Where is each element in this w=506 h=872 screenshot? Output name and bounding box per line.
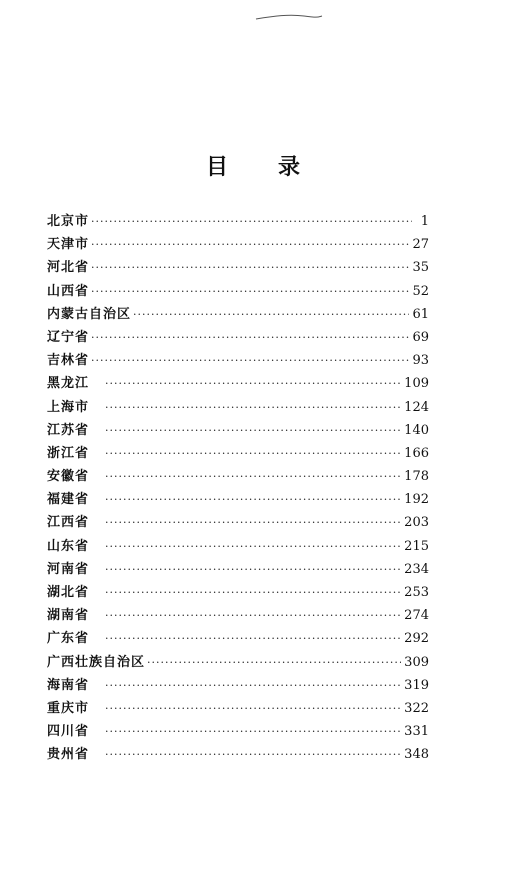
toc-dot-leader xyxy=(105,702,401,715)
toc-entry-label: 天津市 xyxy=(47,237,90,253)
toc-entry-label: 北京市 xyxy=(47,214,90,229)
toc-entry-page-number: 140 xyxy=(404,422,429,438)
toc-dot-leader xyxy=(105,377,401,390)
toc-entry-label: 安徽省 xyxy=(47,469,90,485)
scan-artifact-mark xyxy=(254,12,324,22)
toc-entry[interactable] xyxy=(47,558,429,581)
toc-entry[interactable] xyxy=(47,280,429,303)
toc-entry-label: 吉林省 xyxy=(47,353,90,369)
toc-entry-page-number: 348 xyxy=(404,747,429,763)
toc-entry-label: 江苏省 xyxy=(47,422,90,438)
toc-entry-page-number: 93 xyxy=(412,353,429,369)
toc-entry[interactable] xyxy=(47,256,429,279)
toc-entry-label: 广东省 xyxy=(47,631,90,647)
toc-entry-page-number: 234 xyxy=(404,561,429,577)
toc-dot-leader xyxy=(105,540,401,553)
toc-entry[interactable] xyxy=(47,604,429,627)
toc-entry[interactable] xyxy=(47,627,429,650)
toc-dot-leader xyxy=(105,470,401,483)
toc-dot-leader xyxy=(105,748,401,761)
toc-entry-label: 四川省 xyxy=(47,724,90,740)
toc-entry-label: 湖北省 xyxy=(47,585,90,600)
toc-dot-leader xyxy=(91,285,409,298)
toc-dot-leader xyxy=(105,632,401,645)
toc-entry-page-number: 166 xyxy=(404,445,429,461)
toc-entry[interactable] xyxy=(47,326,429,349)
toc-entry[interactable] xyxy=(47,743,429,766)
toc-dot-leader xyxy=(91,215,412,228)
toc-dot-leader xyxy=(147,656,401,669)
toc-entry-page-number: 1 xyxy=(420,214,429,229)
title-char-1: 目 xyxy=(205,155,228,180)
toc-entry-page-number: 178 xyxy=(404,469,429,485)
toc-entry-label: 重庆市 xyxy=(47,700,90,716)
toc-entry-label: 上海市 xyxy=(47,399,90,415)
toc-entry[interactable] xyxy=(47,419,429,442)
toc-entry-page-number: 35 xyxy=(412,260,429,276)
toc-entry-page-number: 61 xyxy=(412,306,429,322)
toc-entry-label: 福建省 xyxy=(47,492,90,508)
toc-dot-leader xyxy=(105,401,401,414)
toc-dot-leader xyxy=(133,308,409,321)
title-char-2: 录 xyxy=(278,155,301,180)
toc-entry[interactable] xyxy=(47,396,429,419)
toc-entry-page-number: 253 xyxy=(404,585,429,600)
toc-entry[interactable] xyxy=(47,720,429,743)
toc-entry[interactable] xyxy=(47,349,429,372)
toc-entry[interactable] xyxy=(47,651,429,674)
page-title xyxy=(0,150,506,181)
toc-dot-leader xyxy=(105,679,401,692)
toc-entry[interactable] xyxy=(47,697,429,720)
toc-entry[interactable] xyxy=(47,535,429,558)
toc-entry-page-number: 124 xyxy=(404,399,429,415)
toc-entry-page-number: 192 xyxy=(404,492,429,508)
toc-entry[interactable] xyxy=(47,674,429,697)
toc-dot-leader xyxy=(91,238,409,251)
toc-dot-leader xyxy=(91,354,409,367)
toc-entry[interactable] xyxy=(47,511,429,534)
toc-entry-page-number: 319 xyxy=(404,677,429,693)
toc-entry-label: 辽宁省 xyxy=(47,329,90,345)
toc-entry-page-number: 69 xyxy=(412,329,429,345)
toc-entry[interactable] xyxy=(47,465,429,488)
toc-entry[interactable] xyxy=(47,442,429,465)
toc-entry-label: 江西省 xyxy=(47,515,90,531)
toc-entry-page-number: 274 xyxy=(404,608,429,624)
toc-entry-label: 海南省 xyxy=(47,677,90,693)
toc-dot-leader xyxy=(105,516,401,529)
toc-entry-page-number: 203 xyxy=(404,515,429,531)
toc-entry[interactable] xyxy=(47,372,429,395)
toc-entry[interactable] xyxy=(47,303,429,326)
toc-dot-leader xyxy=(105,447,401,460)
toc-dot-leader xyxy=(91,331,409,344)
toc-entry-label: 贵州省 xyxy=(47,747,90,763)
toc-dot-leader xyxy=(105,725,401,738)
toc-entry-page-number: 292 xyxy=(404,631,429,647)
toc-entry[interactable] xyxy=(47,233,429,256)
toc-entry-page-number: 215 xyxy=(404,538,429,554)
toc-dot-leader xyxy=(105,609,401,622)
toc-entry-label: 浙江省 xyxy=(47,445,90,461)
toc-dot-leader xyxy=(105,586,401,599)
toc-entry-label: 黑龙江 xyxy=(47,376,90,392)
toc-entry[interactable] xyxy=(47,210,429,233)
toc-entry-page-number: 322 xyxy=(404,700,429,716)
toc-entry-label: 山东省 xyxy=(47,538,90,554)
toc-entry-page-number: 52 xyxy=(412,283,429,299)
toc-entry-label: 河北省 xyxy=(47,260,90,276)
toc-entry-page-number: 109 xyxy=(404,376,429,392)
toc-entry-label: 湖南省 xyxy=(47,608,90,624)
toc-entry-label: 山西省 xyxy=(47,283,90,299)
toc-dot-leader xyxy=(105,563,401,576)
toc-dot-leader xyxy=(105,493,401,506)
toc-entry-page-number: 331 xyxy=(404,724,429,740)
toc-entry-page-number: 27 xyxy=(412,237,429,253)
table-of-contents xyxy=(47,210,429,767)
toc-entry[interactable] xyxy=(47,581,429,604)
toc-entry-label: 内蒙古自治区 xyxy=(47,306,132,322)
toc-entry-label: 河南省 xyxy=(47,561,90,577)
toc-entry-label: 广西壮族自治区 xyxy=(47,654,146,670)
toc-entry-page-number: 309 xyxy=(404,654,429,670)
toc-dot-leader xyxy=(105,424,401,437)
toc-entry[interactable] xyxy=(47,488,429,511)
toc-dot-leader xyxy=(91,261,409,274)
